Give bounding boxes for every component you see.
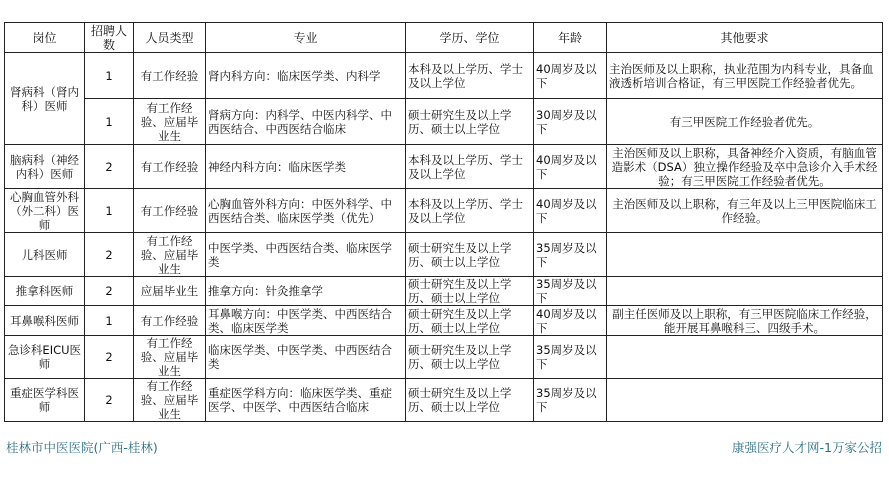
table-row xyxy=(5,306,883,336)
type-cell: 有工作经验、应届毕业生 xyxy=(134,336,206,379)
position-cell: 推拿科医师 xyxy=(5,277,85,306)
major-cell: 临床医学类、中医学类、中西医结合类 xyxy=(206,336,406,379)
other-cell: 副主任医师及以上职称，有三甲医院临床工作经验，能开展耳鼻喉科三、四级手术。 xyxy=(607,306,883,336)
major-cell: 中医学类、中西医结合类、临床医学类 xyxy=(206,233,406,277)
major-cell: 心胸血管外科方向：中医外科学、中西医结合类、临床医学类（优先） xyxy=(206,189,406,233)
other-cell: 有三甲医院工作经验者优先。 xyxy=(607,99,883,145)
header-other: 其他要求 xyxy=(607,23,883,53)
header-age: 年龄 xyxy=(534,23,607,53)
table-header-row xyxy=(5,23,883,53)
table-row xyxy=(5,233,883,277)
count-cell: 1 xyxy=(85,53,134,99)
other-cell: 主治医师及以上职称，有三年及以上三甲医院临床工作经验。 xyxy=(607,189,883,233)
count-cell: 2 xyxy=(85,277,134,306)
degree-cell: 硕士研究生及以上学历、硕士以上学位 xyxy=(406,336,534,379)
degree-cell: 本科及以上学历、学士及以上学位 xyxy=(406,145,534,189)
degree-cell: 本科及以上学历、学士及以上学位 xyxy=(406,189,534,233)
major-cell: 推拿方向：针灸推拿学 xyxy=(206,277,406,306)
position-cell: 脑病科（神经内科）医师 xyxy=(5,145,85,189)
type-cell: 有工作经验 xyxy=(134,53,206,99)
table-body xyxy=(5,23,883,422)
table-row xyxy=(5,379,883,422)
header-type: 人员类型 xyxy=(134,23,206,53)
header-count: 招聘人数 xyxy=(85,23,134,53)
other-cell xyxy=(607,379,883,422)
position-cell: 儿科医师 xyxy=(5,233,85,277)
degree-cell: 硕士研究生及以上学历、硕士以上学位 xyxy=(406,277,534,306)
type-cell: 有工作经验 xyxy=(134,189,206,233)
count-cell: 1 xyxy=(85,189,134,233)
age-cell: 40周岁及以下 xyxy=(534,53,607,99)
type-cell: 应届毕业生 xyxy=(134,277,206,306)
count-cell: 2 xyxy=(85,379,134,422)
age-cell: 40周岁及以下 xyxy=(534,189,607,233)
type-cell: 有工作经验、应届毕业生 xyxy=(134,233,206,277)
header-degree: 学历、学位 xyxy=(406,23,534,53)
type-cell: 有工作经验、应届毕业生 xyxy=(134,379,206,422)
table-row xyxy=(5,99,883,145)
major-cell: 重症医学科方向：临床医学类、重症医学、中医学、中西医结合临床 xyxy=(206,379,406,422)
age-cell: 35周岁及以下 xyxy=(534,379,607,422)
age-cell: 30周岁及以下 xyxy=(534,99,607,145)
count-cell: 2 xyxy=(85,145,134,189)
other-cell xyxy=(607,336,883,379)
count-cell: 1 xyxy=(85,306,134,336)
footer-hospital: 桂林市中医医院(广西-桂林) xyxy=(6,440,158,455)
header-position: 岗位 xyxy=(5,23,85,53)
age-cell: 35周岁及以下 xyxy=(534,233,607,277)
age-cell: 40周岁及以下 xyxy=(534,145,607,189)
count-cell: 2 xyxy=(85,233,134,277)
degree-cell: 硕士研究生及以上学历、硕士以上学位 xyxy=(406,306,534,336)
count-cell: 2 xyxy=(85,336,134,379)
age-cell: 40周岁及以下 xyxy=(534,306,607,336)
degree-cell: 硕士研究生及以上学历、硕士以上学位 xyxy=(406,233,534,277)
age-cell: 35周岁及以下 xyxy=(534,336,607,379)
other-cell: 主治医师及以上职称，具备神经介入资质，有脑血管造影术（DSA）独立操作经验及卒中急诊介入手术经验；有三甲医院工作经验者优先。 xyxy=(607,145,883,189)
degree-cell: 硕士研究生及以上学历、硕士以上学位 xyxy=(406,379,534,422)
position-cell: 耳鼻喉科医师 xyxy=(5,306,85,336)
position-cell: 重症医学科医师 xyxy=(5,379,85,422)
recruitment-table xyxy=(4,22,883,422)
other-cell xyxy=(607,277,883,306)
count-cell: 1 xyxy=(85,99,134,145)
degree-cell: 硕士研究生及以上学历、硕士以上学位 xyxy=(406,99,534,145)
top-margin xyxy=(0,0,889,22)
major-cell: 神经内科方向：临床医学类 xyxy=(206,145,406,189)
type-cell: 有工作经验、应届毕业生 xyxy=(134,99,206,145)
header-major: 专业 xyxy=(206,23,406,53)
table-row xyxy=(5,336,883,379)
major-cell: 肾病方向：内科学、中医内科学、中西医结合、中西医结合临床 xyxy=(206,99,406,145)
position-cell: 急诊科EICU医师 xyxy=(5,336,85,379)
major-cell: 肾内科方向：临床医学类、内科学 xyxy=(206,53,406,99)
position-cell: 心胸血管外科（外二科）医师 xyxy=(5,189,85,233)
table-row xyxy=(5,277,883,306)
table-row xyxy=(5,53,883,99)
position-cell: 肾病科（肾内科）医师 xyxy=(5,53,85,145)
footer-source: 康强医疗人才网-1万家公招 xyxy=(732,440,882,455)
other-cell: 主治医师及以上职称，执业范围为内科专业，具备血液透析培训合格证，有三甲医院工作经验者优先。 xyxy=(607,53,883,99)
table-row xyxy=(5,189,883,233)
type-cell: 有工作经验 xyxy=(134,306,206,336)
table-row xyxy=(5,145,883,189)
major-cell: 耳鼻喉方向：中医学类、中西医结合类、临床医学类 xyxy=(206,306,406,336)
degree-cell: 本科及以上学历、学士及以上学位 xyxy=(406,53,534,99)
other-cell xyxy=(607,233,883,277)
age-cell: 35周岁及以下 xyxy=(534,277,607,306)
type-cell: 有工作经验 xyxy=(134,145,206,189)
